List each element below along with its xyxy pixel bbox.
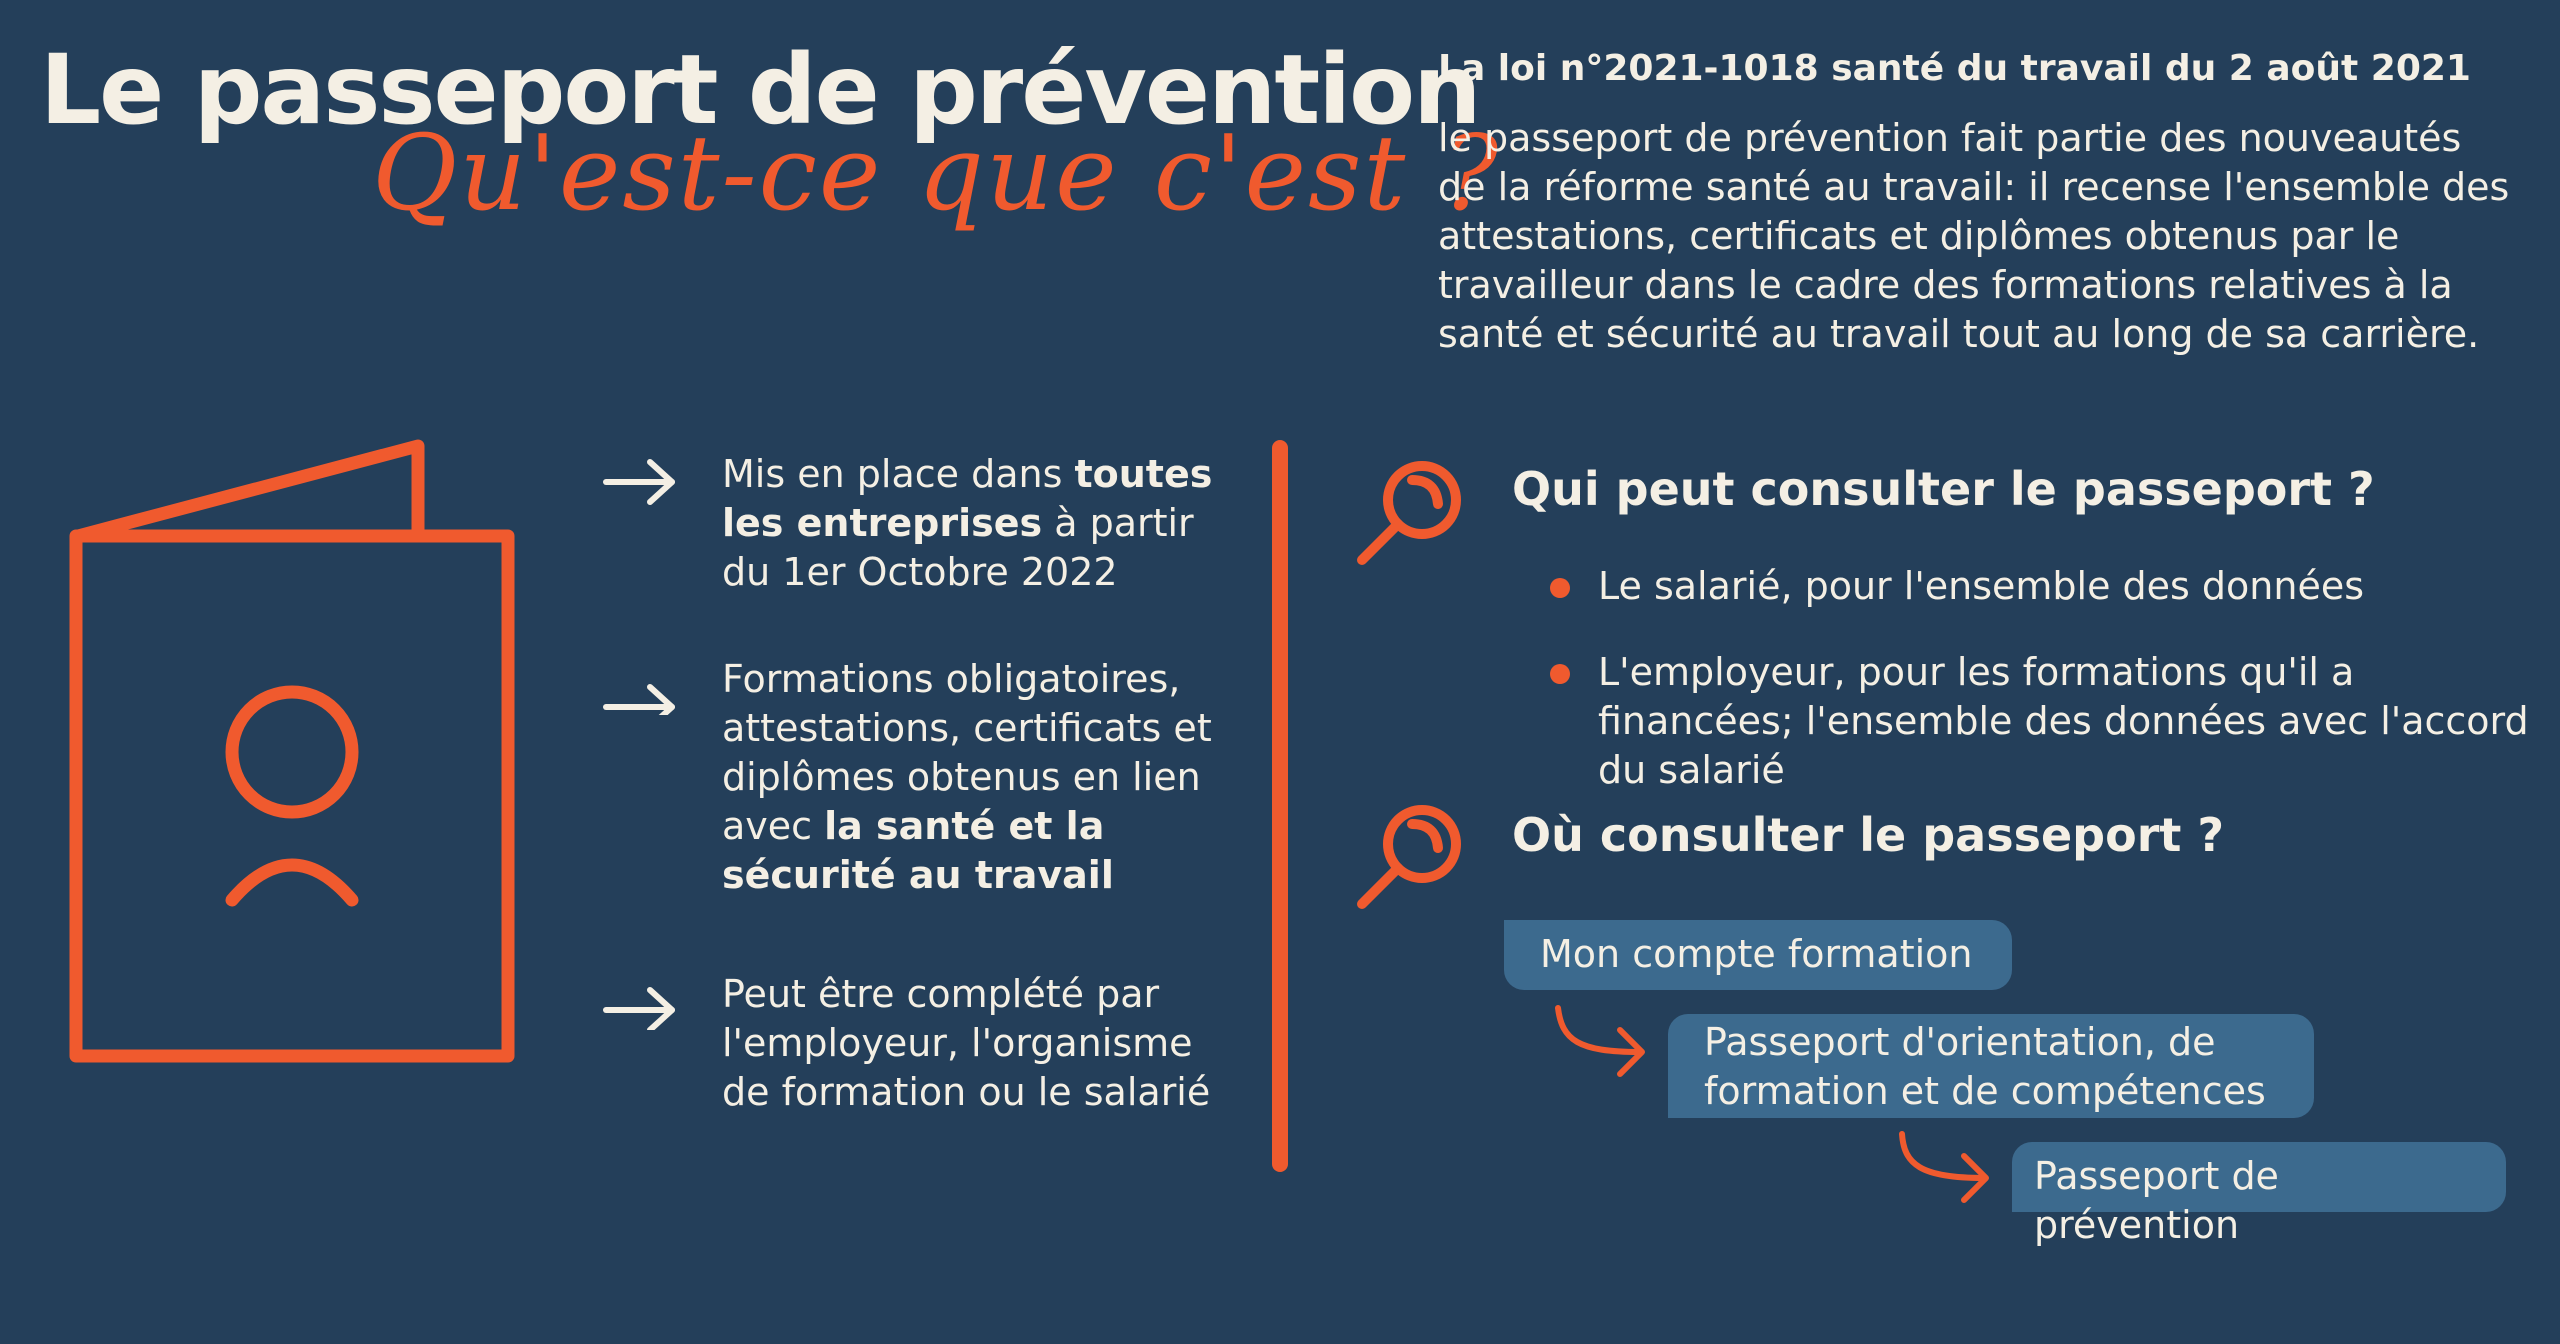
feature-text-1-bold: toutes les entreprises xyxy=(722,452,1213,545)
magnifier-icon xyxy=(1352,802,1468,918)
page-subtitle: Qu'est-ce que c'est ? xyxy=(372,112,1501,234)
feature-text-2-bold: la santé et la sécurité au travail xyxy=(722,804,1114,897)
feature-text-2 xyxy=(722,655,1242,900)
magnifier-icon xyxy=(1352,458,1468,574)
feature-text-2-part: Formations obligatoires, attestations, certificats et diplômes obtenus en lien avec xyxy=(722,657,1212,848)
arrow-right-icon xyxy=(600,450,680,510)
law-description: le passeport de prévention fait partie des nouveautés de la réforme santé au travail: il recense l'ensemble des attestations, certificats et diplômes obtenus par le travailleur dans le cadre des formations relatives à la santé et sécurité au travail tout au long de sa carrière. xyxy=(1438,116,2510,356)
who-heading: Qui peut consulter le passeport ? xyxy=(1512,462,2375,516)
feature-text-1-part: Mis en place dans xyxy=(722,452,1075,496)
step-passeport-prevention: Passeport de prévention xyxy=(2012,1142,2506,1212)
page-title: Le passeport de prévention xyxy=(40,34,1480,146)
bullet-dot-2 xyxy=(1550,664,1570,684)
who-bullet-2: L'employeur, pour les formations qu'il a financées; l'ensemble des données avec l'accord du salarié xyxy=(1598,650,2529,792)
step-mon-compte-formation: Mon compte formation xyxy=(1504,920,2012,990)
feature-text-1 xyxy=(722,450,1242,597)
who-bullet-1: Le salarié, pour l'ensemble des données xyxy=(1598,564,2365,608)
step-passeport-orientation: Passeport d'orientation, de formation et de compétences xyxy=(1668,1014,2314,1118)
passport-icon xyxy=(60,430,530,1080)
curved-arrow-icon xyxy=(1892,1130,2002,1216)
arrow-right-icon xyxy=(600,970,680,1030)
feature-text-3-part: Peut être complété par l'employeur, l'organisme de formation ou le salarié xyxy=(722,972,1211,1114)
arrow-right-icon xyxy=(600,655,680,715)
feature-text-1-end: à partir du 1er Octobre 2022 xyxy=(722,501,1194,594)
bullet-dot-1 xyxy=(1550,578,1570,598)
where-heading: Où consulter le passeport ? xyxy=(1512,808,2225,862)
law-title: La loi n°2021-1018 santé du travail du 2 août 2021 xyxy=(1438,48,2471,89)
curved-arrow-icon xyxy=(1548,1000,1658,1086)
vertical-divider xyxy=(1272,440,1288,1172)
feature-text-3 xyxy=(722,970,1242,1117)
